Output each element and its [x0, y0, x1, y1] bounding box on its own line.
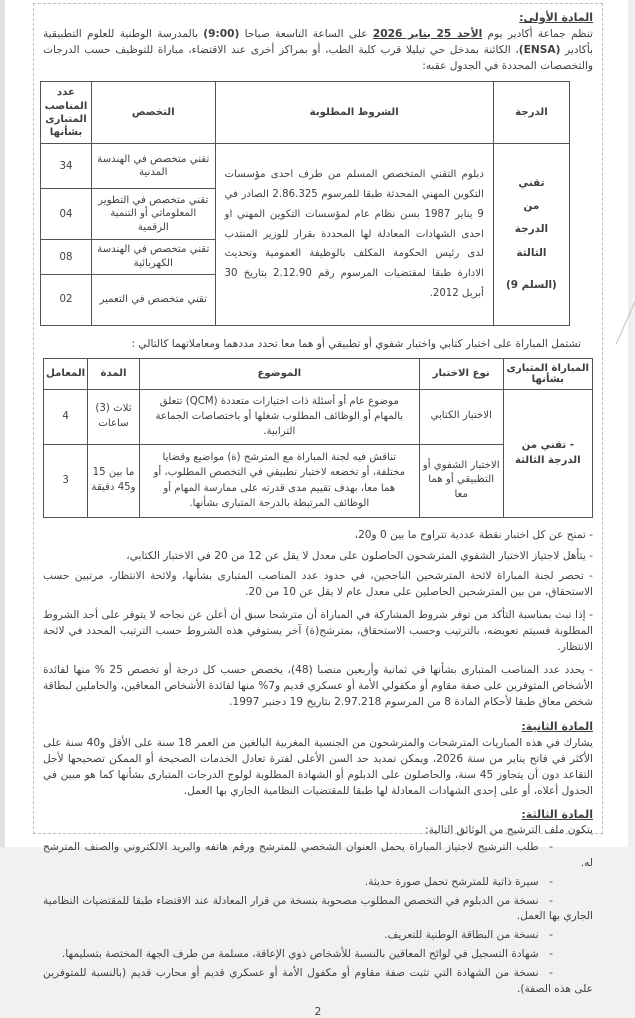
grade-cell: [493, 144, 569, 326]
list-item: - شهادة التسجيل في لوائح المعاقين بالنسبة للأشخاص ذوي الإعاقة، مسلمة من طرف الجهة المختصة بتسليمها.: [43, 947, 593, 963]
exam-intro-line: تشتمل المباراة على اختبار كتابي واختبار شفوي أو تطبيقي أو هما معا تحدد مددهما ومعاملاتهما كالتالي :: [131, 337, 581, 350]
list-item: - يحدد عدد المناصب المتبارى بشأنها في ثمانية وأربعين منصبا (48)، يخصص حسب كل درجة أو تخصص 25 % منها لفائدة الأشخاص المتوفرين على صفة مقاوم أو مكفولي الأمة أو عسكري قديم و7% منها لفائدة الأشخاص المعاقين، والحاملين لبطاقة شخص معاق طبقا لأحكام المادة 8 من المرسوم 2.97.218 بتاريخ 19 دجنبر 1997.: [43, 663, 593, 711]
grade-line: الثالثة: [516, 246, 547, 259]
grade-line: الدرجة: [514, 223, 549, 236]
exam-rules-list: [43, 528, 593, 711]
positions-count-cell: 08: [41, 240, 92, 275]
list-item: - إذا تبث بمناسبة التأكد من توفر شروط المشاركة في المباراة أن مترشحا سبق أن أعلن عن نجاحه لا يتوفر على أحد الشروط المطلوبة فسيتم تعويضه، بالترتيب وحسب الاستحقاق، بمترشح(ة) آخر يستوفي هذه الشروط حسب الترتيب المحدد في لائحة الانتظار.: [43, 608, 593, 656]
exam-type-cell: الاختبار الكتابي: [419, 389, 503, 444]
positions-count-cell: 34: [41, 144, 92, 189]
list-item: - سيرة ذاتية للمترشح تحمل صورة حديثة.: [43, 875, 593, 891]
header-conditions: الشروط المطلوبة: [215, 82, 493, 144]
exam-time: (9:00): [203, 28, 240, 40]
exam-table-header-row: [44, 358, 593, 389]
coefficient-cell: 3: [44, 444, 88, 517]
positions-table-header-row: [41, 82, 570, 144]
exam-structure-table: [43, 358, 593, 518]
grade-scale: (السلم 9): [506, 279, 557, 292]
grade-line: تقني: [518, 176, 545, 189]
article2-body: يشارك في هذه المباريات المترشحات والمترشحون من الجنسية المغربية البالغين من العمر 18 سنة على الأقل و40 سنة على الأكثر في فاتح يناير من سنة 2026، ويمكن تمديد حد السن الأعلى لفترة تعادل الخدمات الصحيحة أو الممكن تصحيحها لأجل التقاعد دون أن يتجاوز 45 سنة، والحاصلون على الدبلوم أو الشهادة المطلوبة لولوج الدرجات المتبارى بشأنها كما هو مبين في الجدول أعلاه، أو على إحدى الشهادات المعادلة لها طبقا للمقتضيات النظامية الجاري بها العمل.: [43, 736, 593, 797]
application-documents-list: [43, 840, 593, 998]
contest-grade-cell: - تقني من الدرجة الثالثة: [503, 389, 592, 517]
list-item: - نسخة من الدبلوم في التخصص المطلوب مصحوبة بنسخة من قرار المعادلة عند الاقتضاء طبقا للمقتضيات النظامية الجاري بها العمل.: [43, 894, 593, 926]
coefficient-cell: 4: [44, 389, 88, 444]
header-subject: الموضوع: [139, 358, 419, 389]
table-row: [41, 144, 570, 189]
duration-cell: ما بين 15 و45 دقيقة: [88, 444, 140, 517]
list-item: - طلب الترشيح لاجتياز المباراة يحمل العنوان الشخصي للمترشح ورقم هاتفه والبريد الالكتروني والصنف المترشح له.: [43, 840, 593, 872]
specialty-cell: تقني متخصص في الهندسة الكهربائية: [91, 240, 215, 275]
page-number: 2: [314, 1005, 322, 1018]
intro-text-segment: تنظم جماعة أكادير يوم: [482, 28, 593, 40]
intro-text-segment: ، الكائنة بمدخل حي تيليلا قرب كلية الطب، أو بمراكز أخرى عند الاقتضاء، مباراة للتوظيف حسب الدرجات والتخصصات المحددة في الجدول عقبه:: [43, 44, 593, 73]
document-dashed-frame: [33, 3, 603, 1018]
intro-text-segment: على الساعة التاسعة صباحا: [239, 28, 373, 40]
scan-edge-left: [0, 0, 5, 847]
header-positions-count: عدد المناصب المتبارى بشأنها: [41, 82, 92, 144]
article2-title: المادة الثانية:: [521, 719, 593, 733]
grade-line: من: [523, 199, 540, 212]
intro-text-segment: بالمدرسة الوطنية للعلوم التطبيقية بأكادير: [43, 28, 594, 57]
list-item: - تحصر لجنة المباراة لائحة المترشحين الناجحين، في حدود عدد المناصب المتبارى بشأنها، ولائحة الانتظار، مرتبين حسب الاستحقاق، من بين المترشحين الحاصلين على معدل عام لا يقل عن 10 من 20.: [43, 569, 593, 601]
positions-table: [40, 81, 570, 326]
specialty-cell: تقني متخصص في التعمير: [91, 274, 215, 325]
article3-title: المادة الثالثة:: [521, 807, 593, 821]
list-item: - تمنح عن كل اختبار نقطة عددية تتراوح ما بين 0 و20،: [43, 528, 593, 544]
exam-type-cell: الاختبار الشفوي أو التطبيقي أو هما معا: [419, 444, 503, 517]
header-coefficient: المعامل: [44, 358, 88, 389]
subject-cell: موضوع عام أو أسئلة ذات اختيارات متعددة (QCM) تتعلق بالمهام أو الوظائف المطلوب شغلها أو باختصاصات الجماعة الترابية.: [139, 389, 419, 444]
list-item: - نسخة من الشهادة التي تثبت صفة مقاوم أو مكفول الأمة أو عسكري قديم أو محارب قديم (بالنسبة للمتوفرين على هذه الصفة).: [43, 966, 593, 998]
header-duration: المدة: [88, 358, 140, 389]
header-exam-type: نوع الاختبار: [419, 358, 503, 389]
pen-mark: [616, 302, 635, 344]
conditions-cell: دبلوم التقني المتخصص المسلم من طرف احدى مؤسسات التكوين المهني المحدثة طبقا للمرسوم 2.86.325 الصادر في 9 يناير 1987 بسن نظام عام لمؤسسات التكوين المهني او احدى الشهادات المعادلة لها المحددة بقرار للوزير المنتدب لدى رئيس الحكومة المكلف بالوظيفة العمومية وتحديث الادارة طبقا لمقتضيات المرسوم رقم 2.12.90 بتاريخ 30 أبريل 2012.: [215, 144, 493, 326]
subject-cell: تناقش فيه لجنة المباراة مع المترشح (ة) مواضيع وقضايا مختلفة، أو تخضعه لاختبار تطبيقي في التخصص المطلوب، أو هما معا، بهدف تقييم مدى قدرته على ممارسة المهام أو الوظائف المرتبطة بالدرجة المتبارى بشأنها.: [139, 444, 419, 517]
positions-count-cell: 02: [41, 274, 92, 325]
specialty-cell: تقني متخصص في الهندسة المدنية: [91, 144, 215, 189]
list-item: - نسخة من البطاقة الوطنية للتعريف.: [43, 928, 593, 944]
scan-edge-right: [628, 0, 631, 847]
duration-cell: ثلاث (3) ساعات: [88, 389, 140, 444]
specialty-cell: تقني متخصص في التطوير المعلوماتي أو التنمية الرقمية: [91, 189, 215, 240]
positions-count-cell: 04: [41, 189, 92, 240]
exam-date: الأحد 25 يناير 2026: [372, 28, 483, 40]
header-contest: المباراة المتبارى بشأنها: [503, 358, 592, 389]
school-acronym: (ENSA): [518, 44, 561, 57]
header-specialty: التخصص: [91, 82, 215, 144]
article1-intro-paragraph: [43, 26, 593, 74]
article1-title: المادة الأولى:: [519, 11, 593, 24]
list-item: - يتأهل لاجتياز الاختبار الشفوي المترشحون الحاصلون على معدل لا يقل عن 12 من 20 في الاختبار الكتابي،: [43, 549, 593, 565]
table-row: [44, 389, 593, 444]
header-grade: الدرجة: [493, 82, 569, 144]
article3-intro: يتكون ملف الترشيح من الوثائق التالية:: [425, 823, 593, 836]
